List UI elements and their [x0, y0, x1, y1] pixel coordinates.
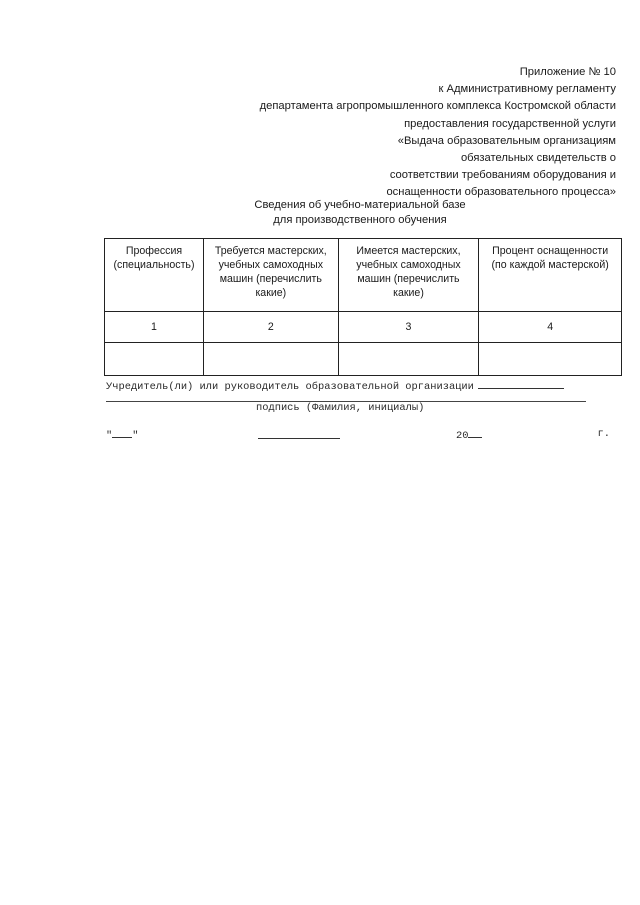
year-suffix: г.	[597, 428, 610, 440]
header-line: к Административному регламенту	[438, 83, 616, 96]
year-blank	[468, 428, 482, 438]
founder-label: Учредитель(ли) или руководитель образовательной организации	[106, 381, 474, 393]
header-line: департамента агропромышленного комплекса Костромской области	[259, 100, 616, 113]
document-title	[160, 198, 560, 228]
column-number: 1	[105, 312, 204, 343]
facilities-table	[104, 238, 622, 376]
date-line	[106, 428, 610, 444]
header-cell-required: Требуется мастерских, учебных самоходных машин (перечислить какие)	[203, 239, 338, 312]
table-cell	[479, 343, 622, 376]
title-line-2: для производственного обучения	[273, 214, 447, 226]
column-number: 3	[338, 312, 479, 343]
column-number: 4	[479, 312, 622, 343]
quote-close: "	[132, 430, 139, 442]
table-number-row	[105, 312, 622, 343]
appendix-header	[196, 64, 616, 202]
header-line: соответствии требованиям оборудования и	[389, 169, 616, 182]
founder-signature-line	[106, 378, 564, 393]
header-line: оснащенности образовательного процесса»	[386, 186, 616, 199]
date-year	[456, 428, 482, 442]
column-number: 2	[203, 312, 338, 343]
header-line: обязательных свидетельств о	[460, 152, 616, 165]
header-line: предоставления государственной услуги	[404, 117, 616, 130]
founder-blank	[478, 378, 564, 389]
year-prefix: 20	[456, 430, 469, 442]
signature-caption: подпись (Фамилия, инициалы)	[256, 402, 425, 414]
table-cell	[203, 343, 338, 376]
month-blank	[258, 438, 340, 439]
day-blank	[112, 428, 132, 438]
table-cell	[338, 343, 479, 376]
header-cell-available: Имеется мастерских, учебных самоходных машин (перечислить какие)	[338, 239, 479, 312]
header-cell-percent: Процент оснащенности (по каждой мастерской)	[479, 239, 622, 312]
header-line: «Выдача образовательным организациям	[397, 134, 616, 147]
title-line-1: Сведения об учебно-материальной базе	[254, 199, 466, 211]
table-cell	[105, 343, 204, 376]
table-row	[105, 343, 622, 376]
header-cell-profession: Профессия (специальность)	[105, 239, 204, 312]
date-day	[106, 428, 139, 442]
quote-open: "	[106, 430, 113, 442]
header-line: Приложение № 10	[519, 66, 616, 78]
table-header-row	[105, 239, 622, 312]
